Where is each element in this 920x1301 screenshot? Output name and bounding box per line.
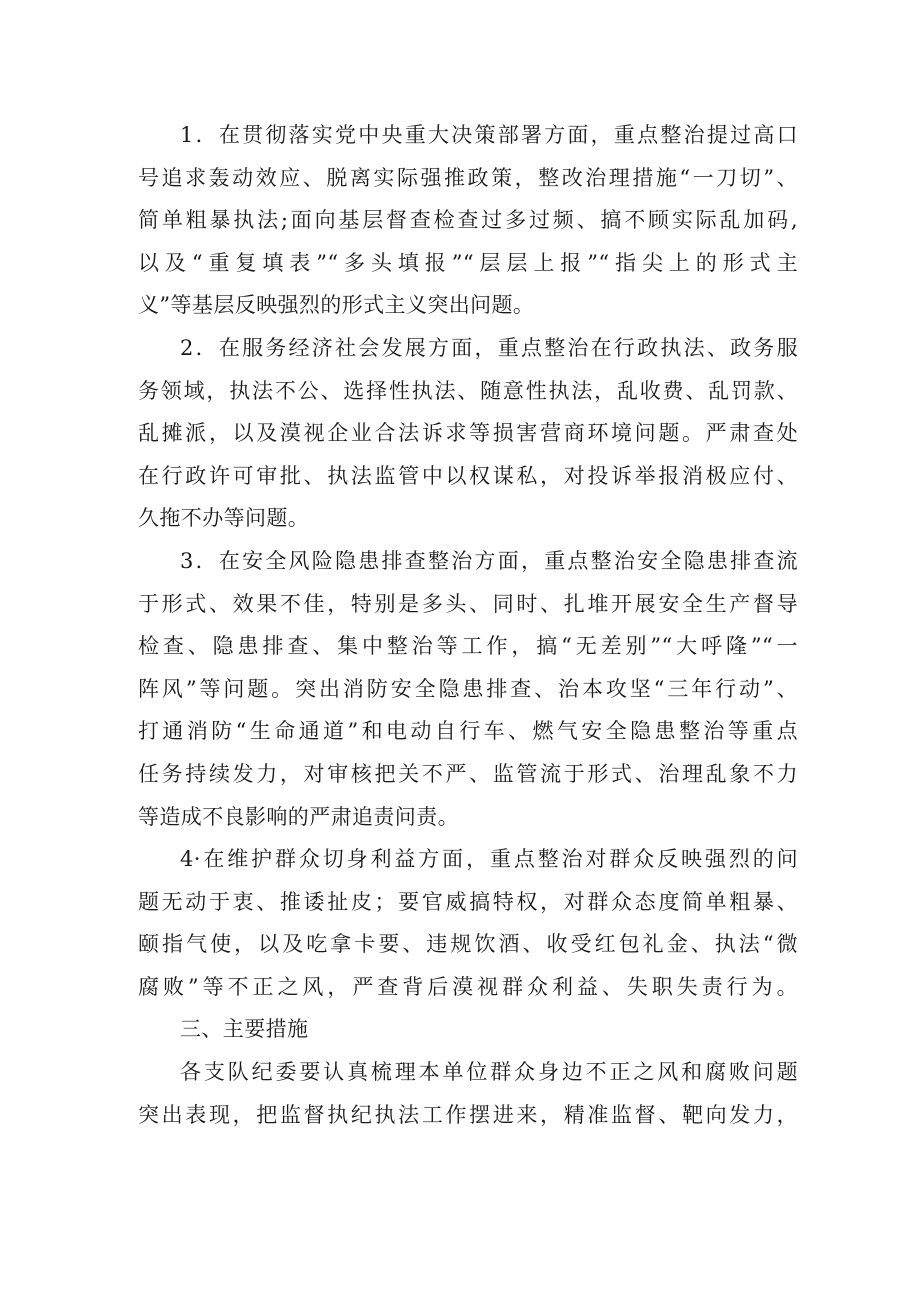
item-3-line-7: 等造成不良影响的严肃追责问责。: [138, 804, 459, 829]
item-3-line-4: 阵风”等问题。突出消防安全隐患排查、治本攻坚“三年行动”、: [138, 676, 798, 701]
item-4-line-3: 颐指气使，以及吃拿卡要、违规饮酒、收受红包礼金、执法“微: [138, 932, 798, 957]
item-1-line-4: 以及“重复填表”“多头填报”“层层上报”“指尖上的形式主: [138, 250, 798, 275]
item-4-line-2: 题无动于衷、推诿扯皮；要官威搞特权，对群众态度简单粗暴、: [138, 889, 798, 914]
item-1-line-2: 号追求轰动效应、脱离实际强推政策，整改治理措施“一刀切”、: [138, 165, 798, 190]
item-3-line-5: 打通消防“生命通道”和电动自行车、燃气安全隐患整治等重点: [138, 719, 798, 744]
item-2-line-4: 在行政许可审批、执法监管中以权谋私，对投诉举报消极应付、: [138, 463, 798, 488]
item-1-line-5: 义”等基层反映强烈的形式主义突出问题。: [138, 293, 535, 318]
item-4-line-1: 4·在维护群众切身利益方面，重点整治对群众反映强烈的问: [180, 847, 798, 872]
item-4-line-4: 腐败”等不正之风，严查背后漠视群众利益、失职失责行为。: [138, 974, 798, 999]
item-3-line-2: 于形式、效果不佳，特别是多头、同时、扎堆开展安全生产督导: [138, 591, 798, 616]
section-heading-main-measures: 三、主要措施: [180, 1017, 309, 1042]
item-1-line-1: 1．在贯彻落实党中央重大决策部署方面，重点整治提过高口: [180, 123, 798, 147]
item-2-line-3: 乱摊派，以及漠视企业合法诉求等损害营商环境问题。严肃查处: [138, 421, 798, 446]
item-1-line-3: 简单粗暴执法;面向基层督查检查过多过频、搞不顾实际乱加码,: [138, 208, 798, 233]
item-3-line-3: 检查、隐患排查、集中整治等工作，搞“无差别”“大呼隆”“一: [138, 634, 798, 659]
item-3-line-6: 任务持续发力，对审核把关不严、监管流于形式、治理乱象不力: [138, 761, 798, 786]
measures-line-1: 各支队纪委要认真梳理本单位群众身边不正之风和腐败问题: [180, 1060, 798, 1085]
item-2-line-2: 务领域，执法不公、选择性执法、随意性执法，乱收费、乱罚款、: [138, 378, 798, 403]
item-2-line-1: 2．在服务经济社会发展方面，重点整治在行政执法、政务服: [180, 335, 798, 360]
item-3-line-1: 3．在安全风险隐患排查整治方面，重点整治安全隐患排查流: [180, 548, 798, 573]
item-2-line-5: 久拖不办等问题。: [138, 506, 310, 531]
document-body: [138, 114, 798, 1136]
measures-line-2: 突出表现，把监督执纪执法工作摆进来，精准监督、靶向发力，: [138, 1102, 798, 1127]
